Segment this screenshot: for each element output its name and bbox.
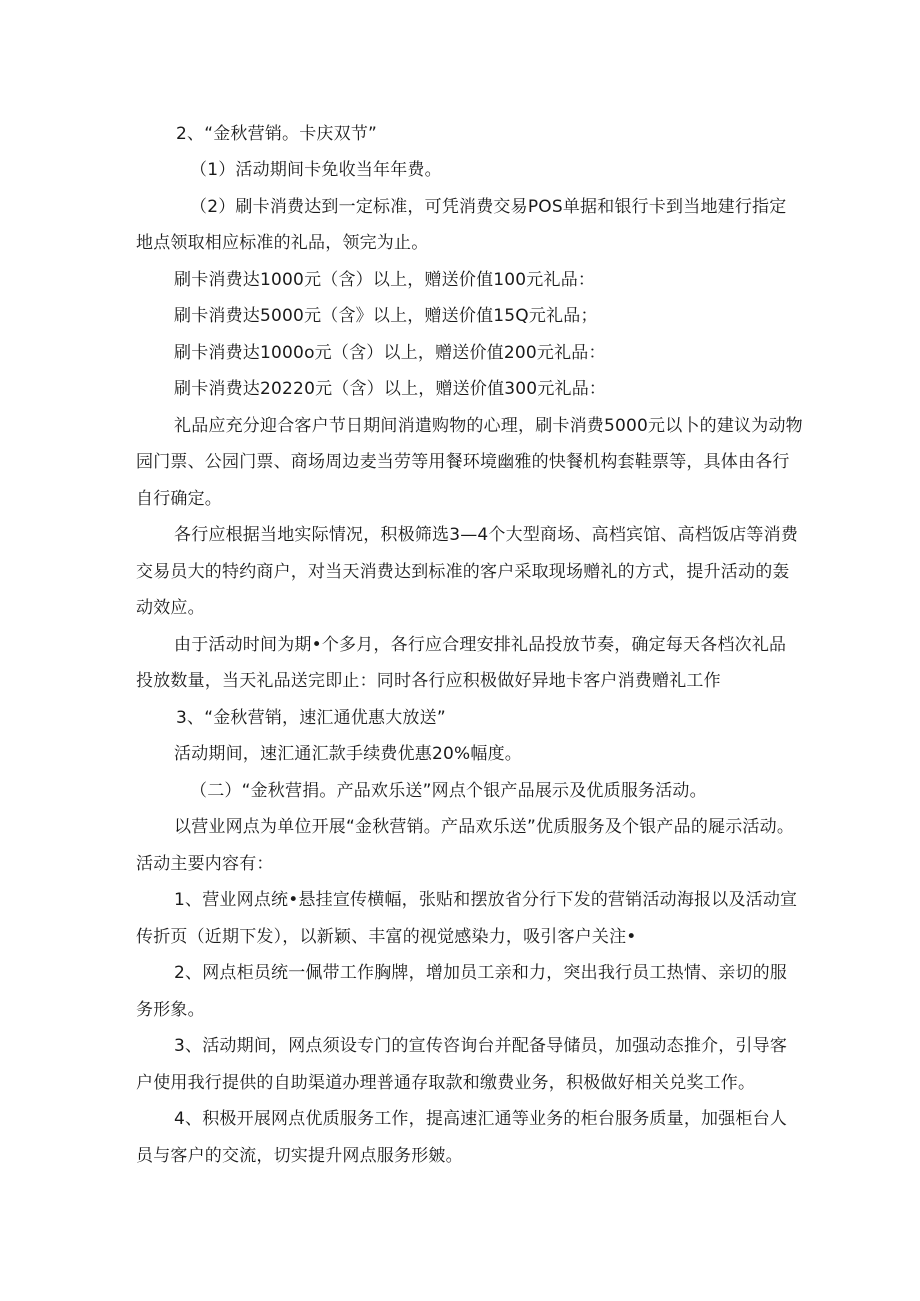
paragraph-line: 交易员大的特约商户，对当天消费达到标准的客户采取现场赠礼的方式，提升活动的轰 xyxy=(136,562,790,582)
paragraph-line: 园门票、公园门票、商场周边麦当劳等用餐环境幽雅的快餐机构套鞋票等，具体由各行 xyxy=(136,452,790,472)
paragraph-line: 以营业网点为单位开展“金秋营销。产品欢乐送”优质服务及个银产品的屣示活动。 xyxy=(174,817,795,837)
paragraph-line: 礼品应充分迎合客户节日期间消遣购物的心理，刷卡消费5000元以卜的建议为动物 xyxy=(174,416,803,436)
paragraph-line: 活动主要内容有： xyxy=(136,854,274,874)
paragraph-line: 活动期间，速汇通汇款手续费优惠20%幅度。 xyxy=(174,744,522,764)
list-item-1: 1、营业网点统•悬挂宣传横幅，张贴和摆放省分行下发的营销活动海报以及活动宣 xyxy=(174,890,798,910)
list-item-2: 2、网点柜员统一佩带工作胸牌，增加员工亲和力，突出我行员工热情、亲切的服 xyxy=(174,963,788,983)
paragraph-line: 地点领取相应标准的礼品，领完为止。 xyxy=(136,233,429,253)
paragraph-line: 投放数量，当天礼品送完即止：同时各行应积极做好异地卡客户消费赠礼工作 xyxy=(136,671,721,691)
paragraph-line: 务形象。 xyxy=(136,1000,205,1020)
heading-section-3: 3、“金秋营销，速汇通优惠大放送” xyxy=(176,708,446,728)
paragraph-line: 刷卡消费达20220元（含）以上，赠送价值300元礼品： xyxy=(174,379,607,399)
paragraph-line: （1）活动期间卡免收当年年费。 xyxy=(190,160,442,180)
heading-section-2: 2、“金秋营销。卡庆双节” xyxy=(176,124,378,144)
paragraph-line: （2）刷卡消费达到一定标准，可凭消费交易POS单据和银行卡到当地建行指定 xyxy=(190,197,787,217)
paragraph-line: 传折页（近期下发），以新颖、丰富的视觉感染力，吸引客户关注• xyxy=(136,927,637,947)
paragraph-line: 自行确定。 xyxy=(136,489,222,509)
paragraph-line: 刷卡消费达1000o元（含）以上，赠送价值200元礼品： xyxy=(174,343,606,363)
paragraph-line: 员与客户的交流，切实提升网点服务形皴。 xyxy=(136,1146,463,1166)
paragraph-line: 刷卡消费达5000元（含》以上，赠送价值15Q元礼品； xyxy=(174,306,598,326)
paragraph-line: 动效应。 xyxy=(136,598,205,618)
paragraph-line: 由于活动时间为期•个多月，各行应合理安排礼品投放节奏，确定每天各档次礼品 xyxy=(174,635,787,655)
heading-section-two: （二）“金秋营捐。产品欢乐送”网点个银产品展示及优质服务活动。 xyxy=(190,781,707,801)
paragraph-line: 各行应根据当地实际情况，积极筛选3—4个大型商场、高档宾馆、高档饭店等消费 xyxy=(174,525,799,545)
list-item-3: 3、活动期间，网点须设专门的宣传咨询台并配备导储员，加强动态推介，引导客 xyxy=(174,1036,788,1056)
list-item-4: 4、积极开展网点优质服务工作，提高速汇通等业务的柜台服务质量，加强柜台人 xyxy=(174,1109,788,1129)
paragraph-line: 刷卡消费达1000元（含）以上，赠送价值100元礼品： xyxy=(174,270,596,290)
paragraph-line: 户使用我行提供的自助渠道办理普通存取款和缴费业务，积极做好相关兑奖工作。 xyxy=(136,1073,756,1093)
